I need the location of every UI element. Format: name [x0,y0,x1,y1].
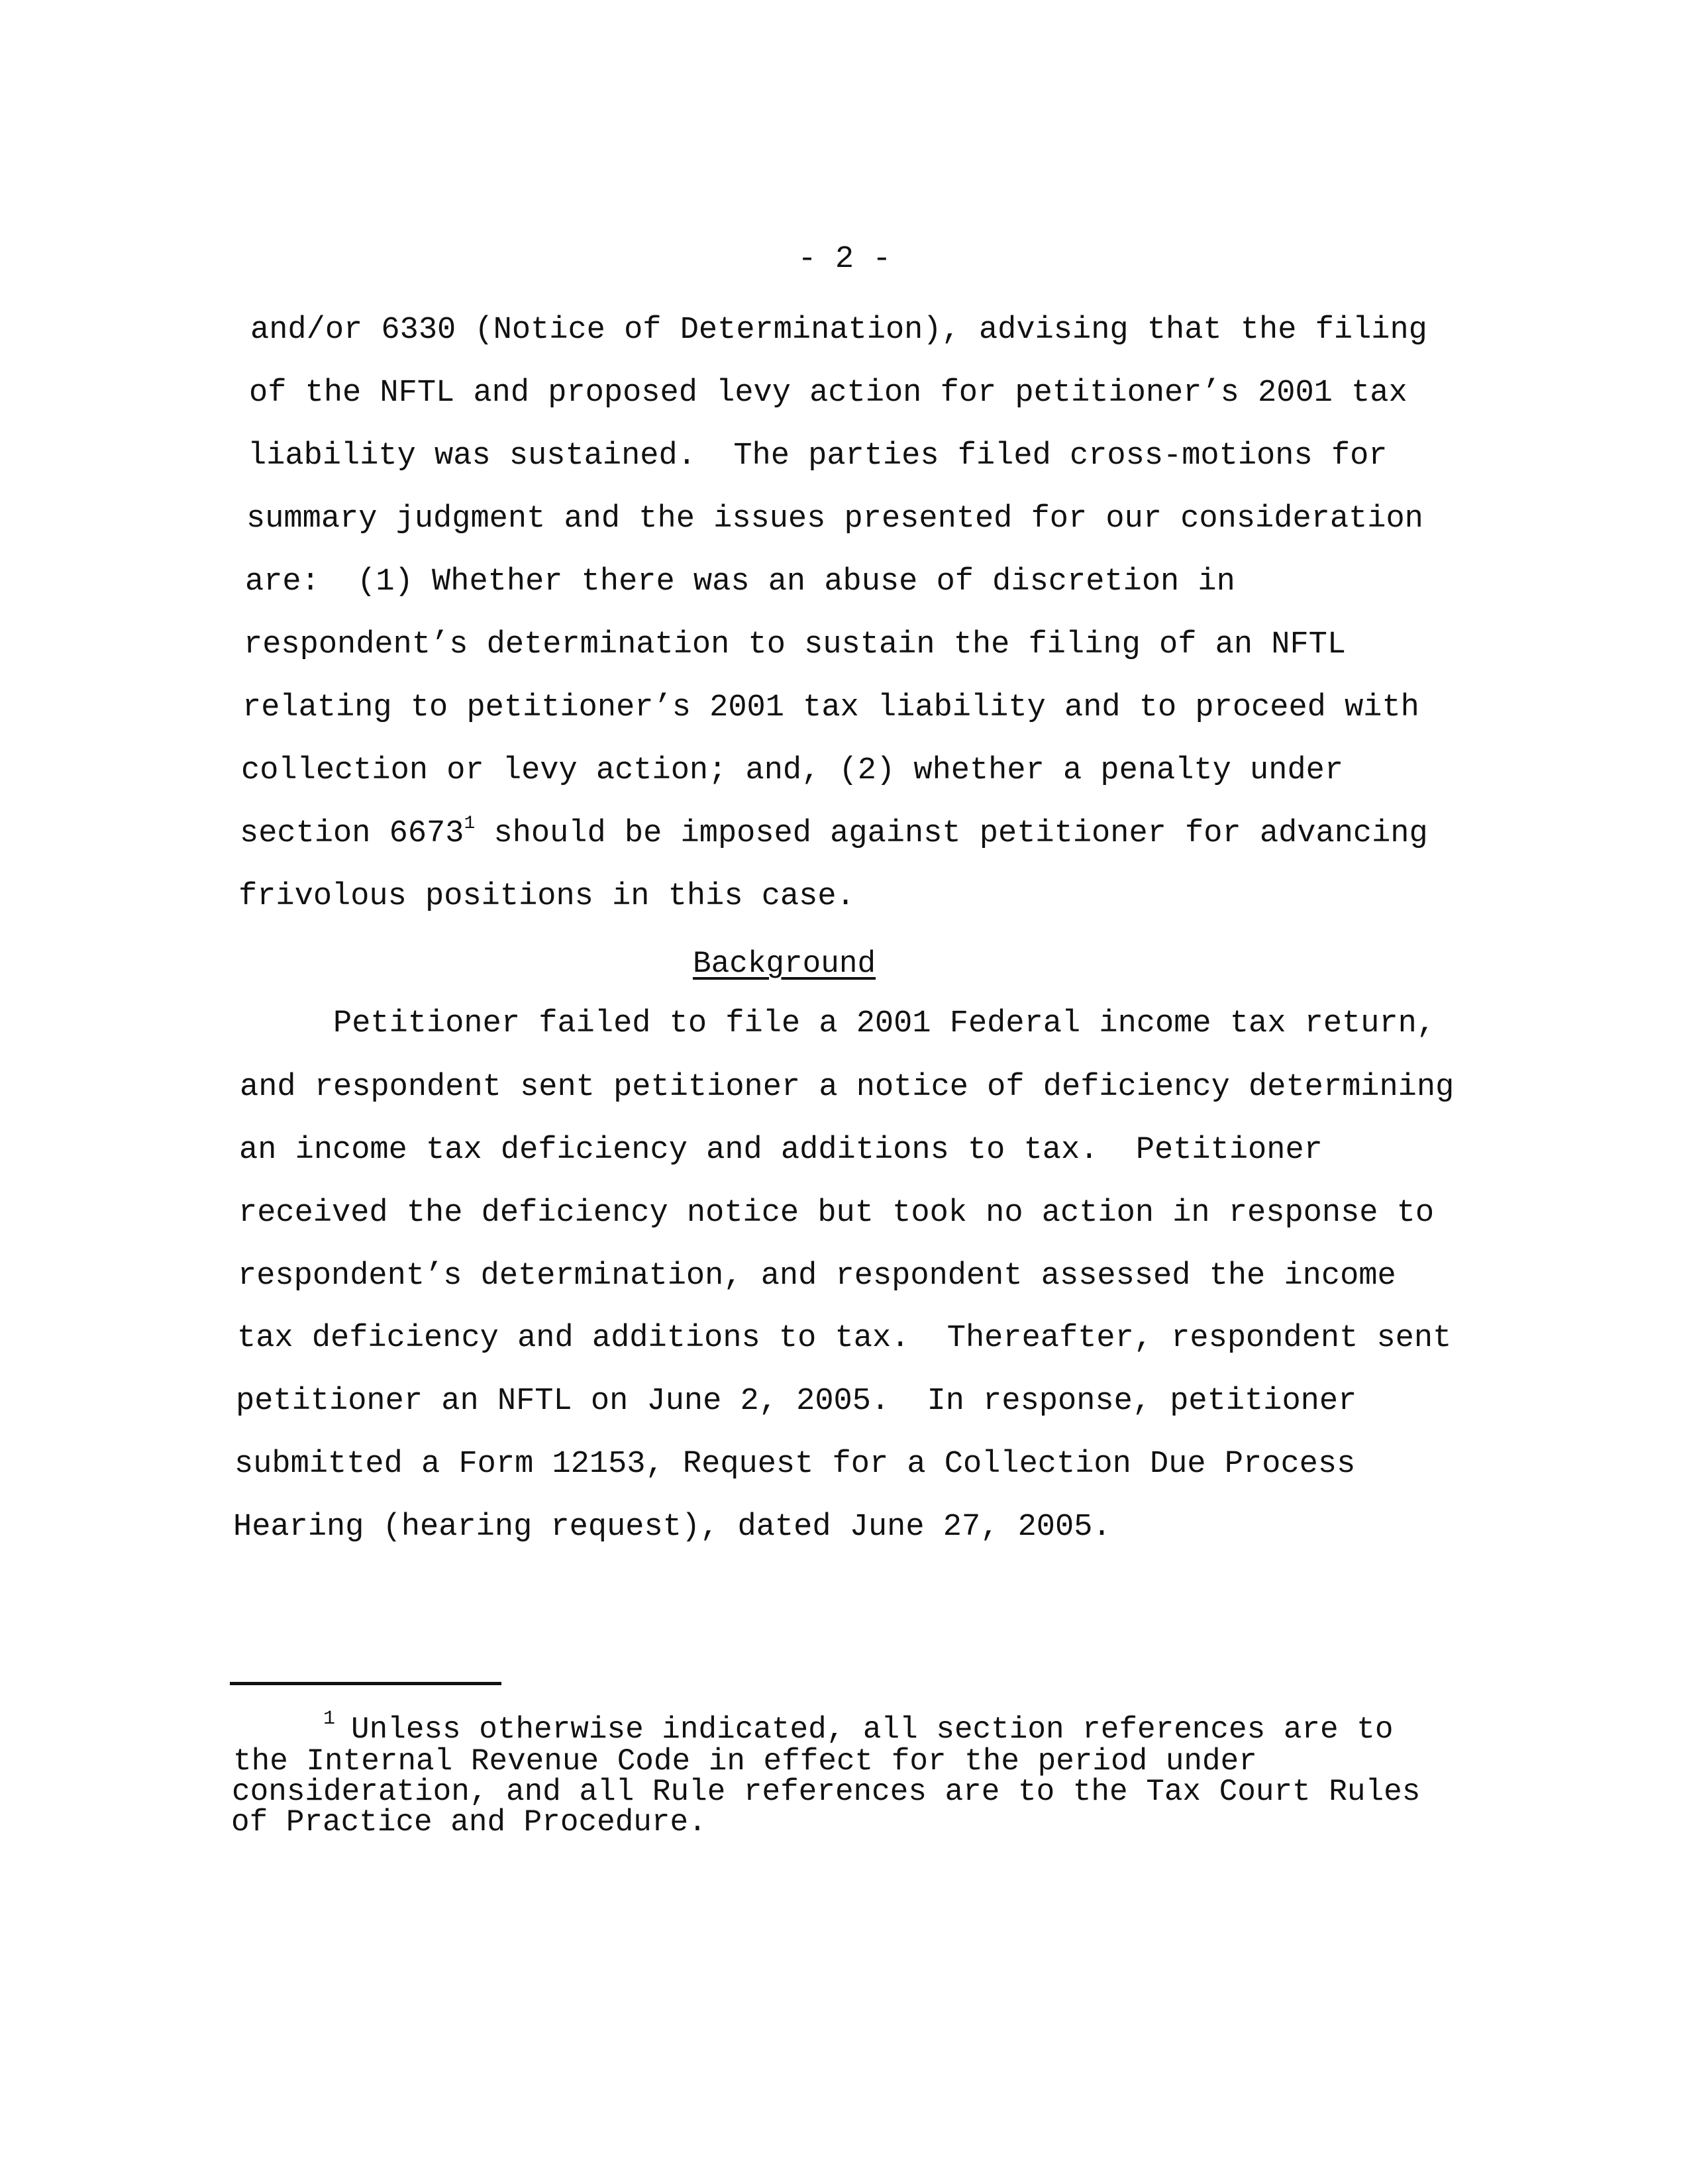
text-line: an income tax deficiency and additions to tax. Petitioner [239,1133,1323,1168]
section-heading-background: Background [693,947,876,981]
text-line: Hearing (hearing request), dated June 27, 2005. [233,1510,1111,1545]
text-line: liability was sustained. The parties filed cross-motions for [248,439,1388,474]
text-line: frivolous positions in this case. [238,879,855,914]
text-segment: should be imposed against petitioner for advancing [475,816,1428,851]
text-line: respondent’s determination to sustain the filing of an NFTL [244,627,1347,662]
text-line: are: (1) Whether there was an abuse of discretion in [245,564,1235,599]
text-line [240,813,1428,851]
text-line: Petitioner failed to file a 2001 Federal income tax return, [333,1006,1436,1041]
footnote-line: consideration, and all Rule references are to the Tax Court Rules [232,1775,1421,1809]
text-line: respondent’s determination, and respondent assessed the income [238,1259,1396,1294]
text-line: of the NFTL and proposed levy action for petitioner’s 2001 tax [249,376,1408,411]
text-line: collection or levy action; and, (2) whether a penalty under [241,753,1344,788]
text-line: summary judgment and the issues presented for our consideration [246,501,1423,537]
text-line: tax deficiency and additions to tax. Thereafter, respondent sent [237,1321,1452,1356]
text-line: relating to petitioner’s 2001 tax liability and to proceed with [242,690,1419,725]
text-line: and/or 6330 (Notice of Determination), advising that the filing [250,313,1427,348]
footnote-marker: 1 [323,1708,336,1730]
footnote-reference[interactable]: 1 [464,813,476,834]
footnote-separator [230,1682,501,1685]
footnote-line: the Internal Revenue Code in effect for the period under [233,1744,1257,1779]
text-segment: section 6673 [240,816,464,851]
footnote-line: Unless otherwise indicated, all section references are to [351,1712,1394,1747]
page-number: - 2 - [797,242,892,277]
footnote-line: of Practice and Procedure. [231,1805,707,1840]
text-line: received the deficiency notice but took no action in response to [238,1196,1435,1231]
text-line: submitted a Form 12153, Request for a Collection Due Process [234,1447,1356,1482]
text-line: and respondent sent petitioner a notice of deficiency determining [240,1070,1455,1105]
text-line: petitioner an NFTL on June 2, 2005. In response, petitioner [236,1384,1357,1419]
